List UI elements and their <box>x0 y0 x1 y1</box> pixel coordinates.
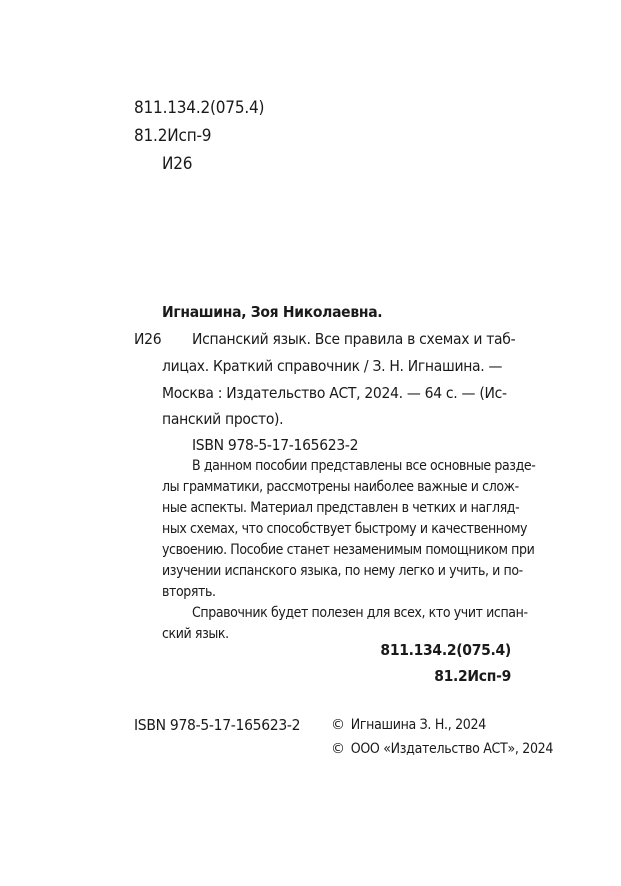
description-line: лицах. Краткий справочник / З. Н. Игнашина. — <box>162 357 503 375</box>
copyright-author <box>331 717 486 733</box>
author-heading: Игнашина, Зоя Николаевна. <box>162 303 383 321</box>
annotation-line: ский язык. <box>162 626 229 642</box>
annotation-line: В данном пособии представлены все основные разде- <box>192 458 536 474</box>
udc-code-right: 811.134.2(075.4) <box>380 641 511 659</box>
annotation-line: лы грамматики, рассмотрены наиболее важные и слож- <box>162 479 519 495</box>
annotation-line: вторять. <box>162 584 216 600</box>
author-mark-inline: И26 <box>134 330 162 348</box>
copyright-publisher <box>331 741 553 757</box>
author-mark: И26 <box>162 154 193 174</box>
description-line: панский просто). <box>162 410 284 428</box>
copyright-icon: © <box>331 717 345 733</box>
annotation-line: усвоению. Пособие станет незаменимым помощником при <box>162 542 535 558</box>
copyright-icon: © <box>331 741 345 757</box>
copyright-author-text: Игнашина З. Н., 2024 <box>350 717 486 733</box>
udc-code: 811.134.2(075.4) <box>134 98 265 118</box>
annotation-line: ные аспекты. Материал представлен в четких и нагляд- <box>162 500 520 516</box>
isbn-line: ISBN 978-5-17-165623-2 <box>192 436 359 454</box>
bbk-code-right: 81.2Исп-9 <box>434 667 511 685</box>
description-line: Испанский язык. Все правила в схемах и таб- <box>192 330 516 348</box>
bbk-code: 81.2Исп-9 <box>134 126 212 146</box>
description-line: Москва : Издательство АСТ, 2024. — 64 с. — (Ис- <box>162 384 507 402</box>
annotation-line: изучении испанского языка, по нему легко и учить, и по- <box>162 563 523 579</box>
copyright-publisher-text: ООО «Издательство АСТ», 2024 <box>350 741 554 757</box>
annotation-line: Справочник будет полезен для всех, кто учит испан- <box>192 605 528 621</box>
footer-isbn: ISBN 978-5-17-165623-2 <box>134 716 301 734</box>
annotation-line: ных схемах, что способствует быстрому и качественному <box>162 521 528 537</box>
